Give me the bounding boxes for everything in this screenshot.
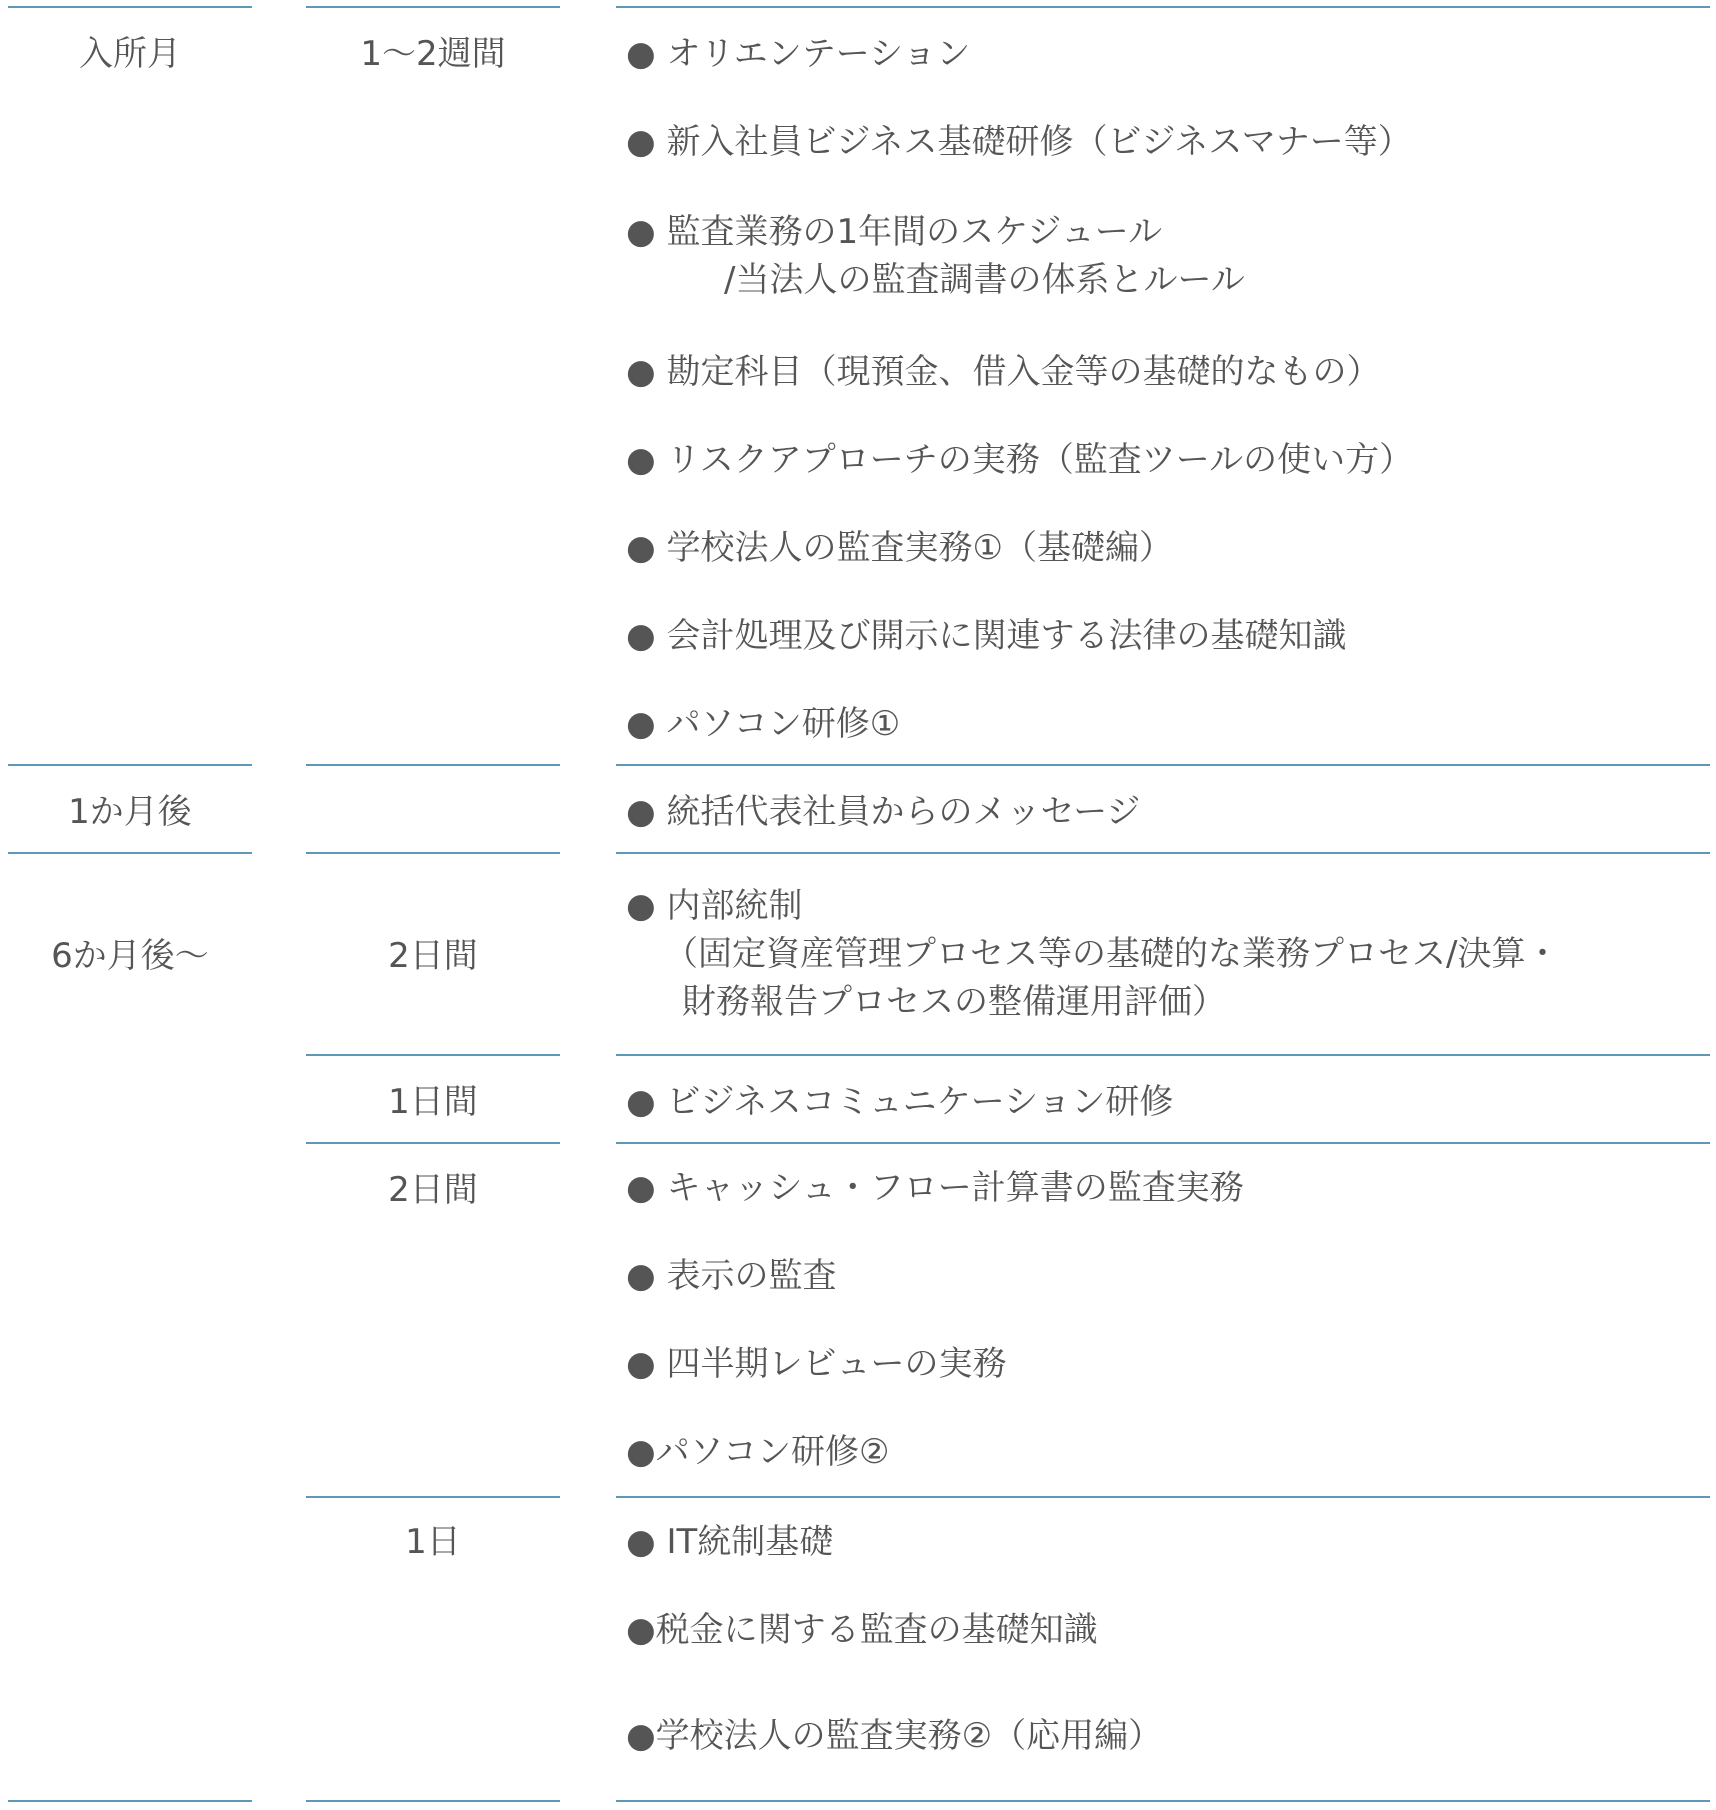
list-item: ●パソコン研修② [626, 1432, 890, 1472]
table-rule [616, 1496, 1710, 1498]
list-item: ● オリエンテーション [626, 34, 971, 74]
table-rule [616, 1142, 1710, 1144]
period-label: 1か月後 [68, 792, 192, 832]
list-item: ● ビジネスコミュニケーション研修 [626, 1082, 1174, 1122]
duration-label: 2日間 [388, 936, 478, 976]
list-item: ●学校法人の監査実務②（応用編） [626, 1716, 1163, 1756]
list-item: ● 勘定科目（現預金、借入金等の基礎的なもの） [626, 352, 1381, 392]
table-rule [8, 1800, 252, 1802]
list-item: ● 新入社員ビジネス基礎研修（ビジネスマナー等） [626, 122, 1412, 162]
list-item: ● 統括代表社員からのメッセージ [626, 792, 1141, 832]
table-rule [306, 852, 560, 854]
table-rule [306, 1496, 560, 1498]
list-item: ● 会計処理及び開示に関連する法律の基礎知識 [626, 616, 1347, 656]
table-rule [616, 1800, 1710, 1802]
list-item: ● 内部統制 [626, 886, 803, 926]
list-item: ● 四半期レビューの実務 [626, 1344, 1007, 1384]
list-item: ● リスクアプローチの実務（監査ツールの使い方） [626, 440, 1414, 480]
table-rule [306, 764, 560, 766]
table-rule [616, 1054, 1710, 1056]
table-rule [616, 764, 1710, 766]
table-rule [616, 6, 1710, 8]
duration-label: 1日間 [388, 1082, 478, 1122]
table-rule [306, 6, 560, 8]
list-item-continuation: 財務報告プロセスの整備運用評価） [682, 982, 1226, 1022]
list-item: ●税金に関する監査の基礎知識 [626, 1610, 1098, 1650]
period-label: 入所月 [79, 34, 181, 74]
table-rule [8, 852, 252, 854]
duration-label: 1日 [405, 1522, 461, 1562]
list-item: ● 表示の監査 [626, 1256, 837, 1296]
table-rule [8, 764, 252, 766]
list-item: ● パソコン研修① [626, 704, 901, 744]
list-item-continuation: （固定資産管理プロセス等の基礎的な業務プロセス/決算・ [664, 934, 1560, 974]
list-item: ● 学校法人の監査実務①（基礎編） [626, 528, 1173, 568]
table-rule [616, 852, 1710, 854]
table-rule [306, 1142, 560, 1144]
list-item: ● キャッシュ・フロー計算書の監査実務 [626, 1168, 1244, 1208]
list-item-continuation: /当法人の監査調書の体系とルール [724, 260, 1245, 300]
table-rule [306, 1054, 560, 1056]
period-label: 6か月後～ [51, 936, 209, 976]
duration-label: 2日間 [388, 1170, 478, 1210]
list-item: ● 監査業務の1年間のスケジュール [626, 212, 1163, 252]
duration-label: 1～2週間 [360, 34, 506, 74]
list-item: ● IT統制基礎 [626, 1522, 834, 1562]
table-rule [8, 6, 252, 8]
table-rule [306, 1800, 560, 1802]
